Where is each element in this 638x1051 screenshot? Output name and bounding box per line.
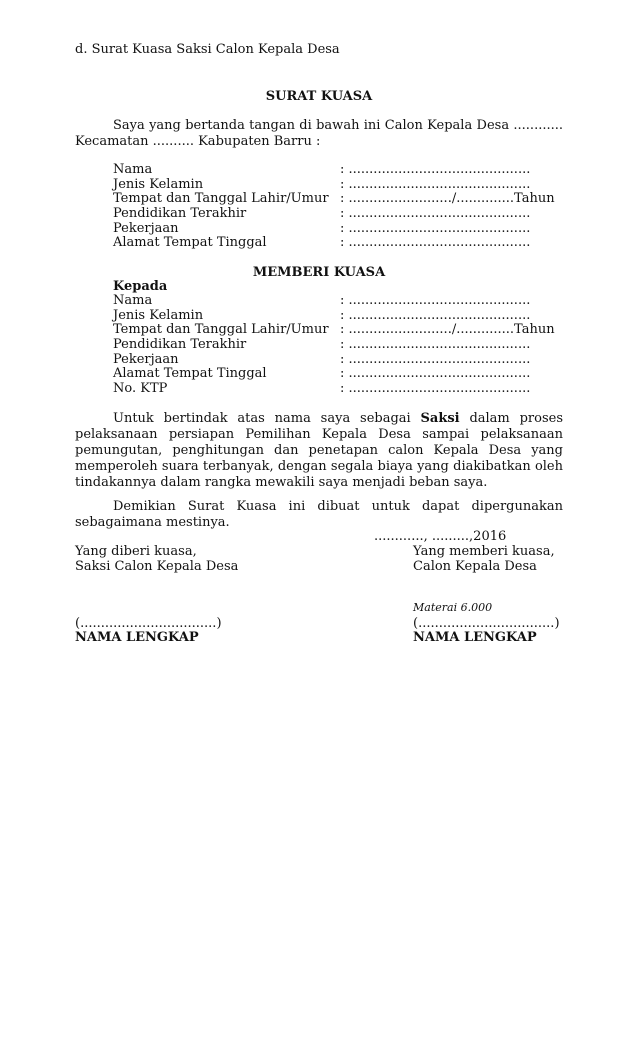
field-value: : ............................................	[340, 235, 531, 251]
intro-paragraph: Saya yang bertanda tangan di bawah ini Calon Kepala Desa ............ Kecamatan .......... Kabupaten Barru :	[75, 118, 563, 149]
stamp-note: Materai 6.000	[413, 601, 493, 614]
letter-title: SURAT KUASA	[265, 89, 373, 104]
document-heading: d. Surat Kuasa Saksi Calon Kepala Desa	[75, 42, 340, 57]
field-label: Alamat Tempat Tinggal	[113, 235, 267, 251]
field-value: : ............................................	[340, 351, 531, 367]
left-signatory-role: Yang diberi kuasa,	[75, 544, 197, 559]
right-signatory-role: Yang memberi kuasa,	[413, 544, 555, 559]
field-value: : ............................................	[340, 220, 531, 236]
field-label: Tempat dan Tanggal Lahir/Umur	[113, 191, 329, 207]
field-value: : ........................./..............Tahun	[340, 191, 555, 207]
field-label: Tempat dan Tanggal Lahir/Umur	[113, 322, 329, 338]
field-value: : ............................................	[340, 366, 531, 382]
field-value: : ........................./..............Tahun	[340, 322, 555, 338]
field-label: Pekerjaan	[113, 351, 179, 367]
field-value: : ............................................	[340, 307, 531, 323]
right-signatory-title: Calon Kepala Desa	[413, 559, 537, 574]
field-value: : ............................................	[340, 176, 531, 192]
field-label: No. KTP	[113, 381, 168, 397]
field-label: Pendidikan Terakhir	[113, 337, 247, 353]
purpose-paragraph	[75, 411, 563, 491]
section-title: MEMBERI KUASA	[252, 265, 386, 280]
field-value: : ............................................	[340, 381, 531, 397]
date-line: ............, .........,2016	[374, 529, 507, 544]
left-signatory-title: Saksi Calon Kepala Desa	[75, 559, 239, 574]
field-label: Pekerjaan	[113, 220, 179, 236]
field-value: : ............................................	[340, 337, 531, 353]
kepada-label: Kepada	[113, 279, 168, 294]
closing-paragraph: Demikian Surat Kuasa ini dibuat untuk dapat dipergunakan sebagaimana mestinya.	[75, 499, 563, 530]
field-label: Jenis Kelamin	[113, 176, 204, 192]
field-label: Nama	[113, 293, 153, 308]
field-label: Pendidikan Terakhir	[113, 206, 247, 222]
field-label: Jenis Kelamin	[113, 307, 204, 323]
purpose-text-start: Untuk bertindak atas nama saya sebagai	[113, 411, 421, 426]
right-signatory-name: NAMA LENGKAP	[413, 630, 537, 645]
field-label: Alamat Tempat Tinggal	[113, 366, 267, 382]
field-value: : ............................................	[340, 293, 531, 308]
saksi-term: Saksi	[420, 411, 460, 426]
left-signature-blank: (.................................)	[75, 616, 222, 631]
left-signatory-name: NAMA LENGKAP	[75, 630, 199, 645]
right-signature-blank: (.................................)	[413, 616, 560, 631]
field-value: : ............................................	[340, 206, 531, 222]
field-label: Nama	[113, 162, 153, 177]
field-value: : ............................................	[340, 162, 531, 177]
purpose-text-end: dalam proses pelaksanaan persiapan Pemilihan Kepala Desa sampai pelaksanaan pemungutan, penghitungan dan penetapan calon Kepala Desa yang memperoleh suara terbanyak, dengan segala biaya yang diakibatkan oleh tindakannya dalam rangka mewakili saya menjadi beban saya.	[75, 411, 563, 490]
